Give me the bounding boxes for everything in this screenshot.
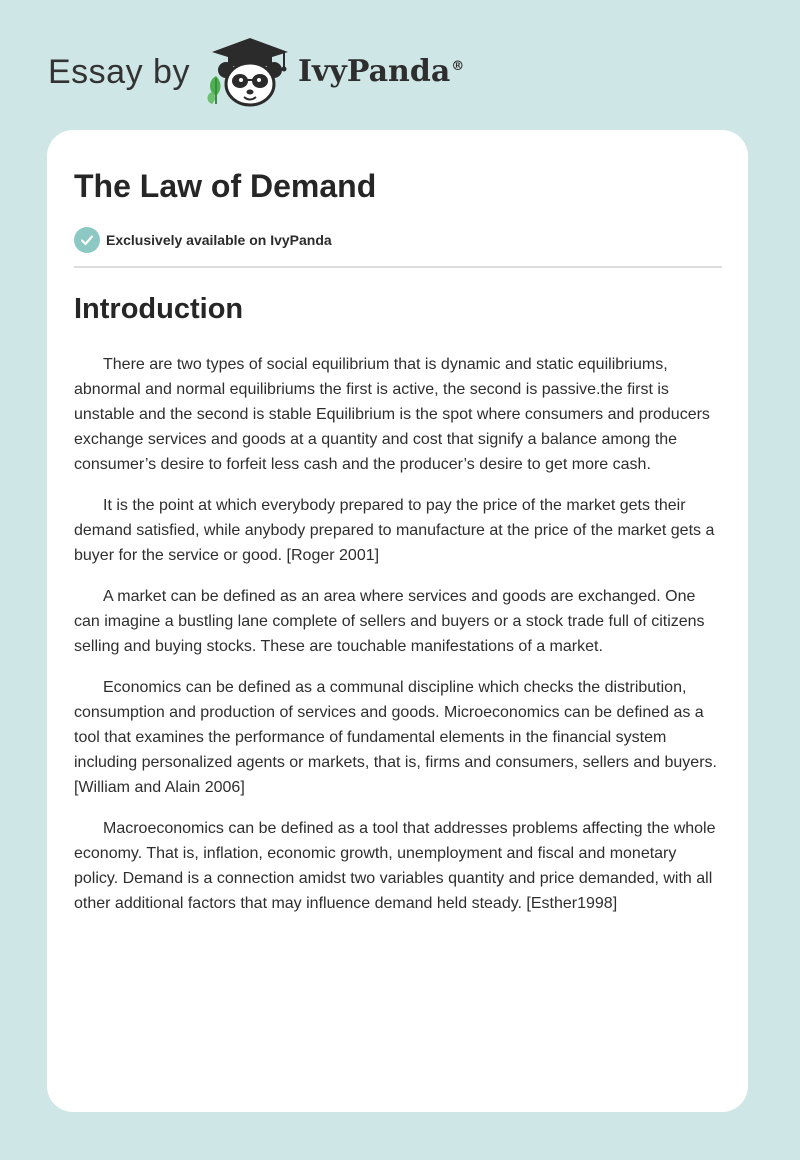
essay-by-label: Essay by — [48, 53, 190, 91]
paragraph: There are two types of social equilibrium that is dynamic and static equilibriums, abnormal and normal equilibriums the first is active, the second is passive.the first is unstable and the second is stable Equilibrium is the spot where consumers and producers exchange services and goods at a quantity and cost that signify a balance among the consumer’s desire to forfeit less cash and the producer’s desire to get more cash. — [74, 355, 710, 473]
registered-mark: ® — [451, 59, 465, 74]
section-heading: Introduction — [74, 292, 244, 325]
paragraph: Economics can be defined as a communal discipline which checks the distribution, consumption and production of services and goods. Microeconomics can be defined as a tool that examines the performance of fundamental elements in the financial system including personalized agents or markets, that is, firms and consumers, sellers and buyers. [William and Alain 2006] — [74, 678, 717, 796]
paragraph: It is the point at which everybody prepared to pay the price of the market gets their demand satisfied, while anybody prepared to manufacture at the price of the market gets a buyer for the service or good. [Roger 2001] — [74, 496, 715, 564]
essay-card — [47, 130, 748, 1112]
paragraph: Macroeconomics can be defined as a tool that addresses problems affecting the whole economy. That is, inflation, economic growth, unemployment and fiscal and monetary policy. Demand is a connection amidst two variables quantity and price demanded, with all other additional factors that may influence demand held steady. [Esther1998] — [74, 819, 716, 912]
check-circle-icon — [74, 227, 100, 253]
brand-header — [48, 34, 464, 110]
exclusive-badge — [74, 227, 722, 253]
paragraph: A market can be defined as an area where services and goods are exchanged. One can imagine a bustling lane complete of sellers and buyers or a stock trade full of citizens selling and buying stocks. These are touchable manifestations of a market. — [74, 587, 705, 655]
panda-graduate-logo-icon — [204, 34, 296, 110]
brand-name: IvyPanda® — [297, 54, 465, 89]
page-title: The Law of Demand — [74, 168, 377, 204]
exclusive-label: Exclusively available on IvyPanda — [106, 231, 332, 248]
divider — [74, 266, 722, 268]
essay-body — [74, 352, 722, 916]
